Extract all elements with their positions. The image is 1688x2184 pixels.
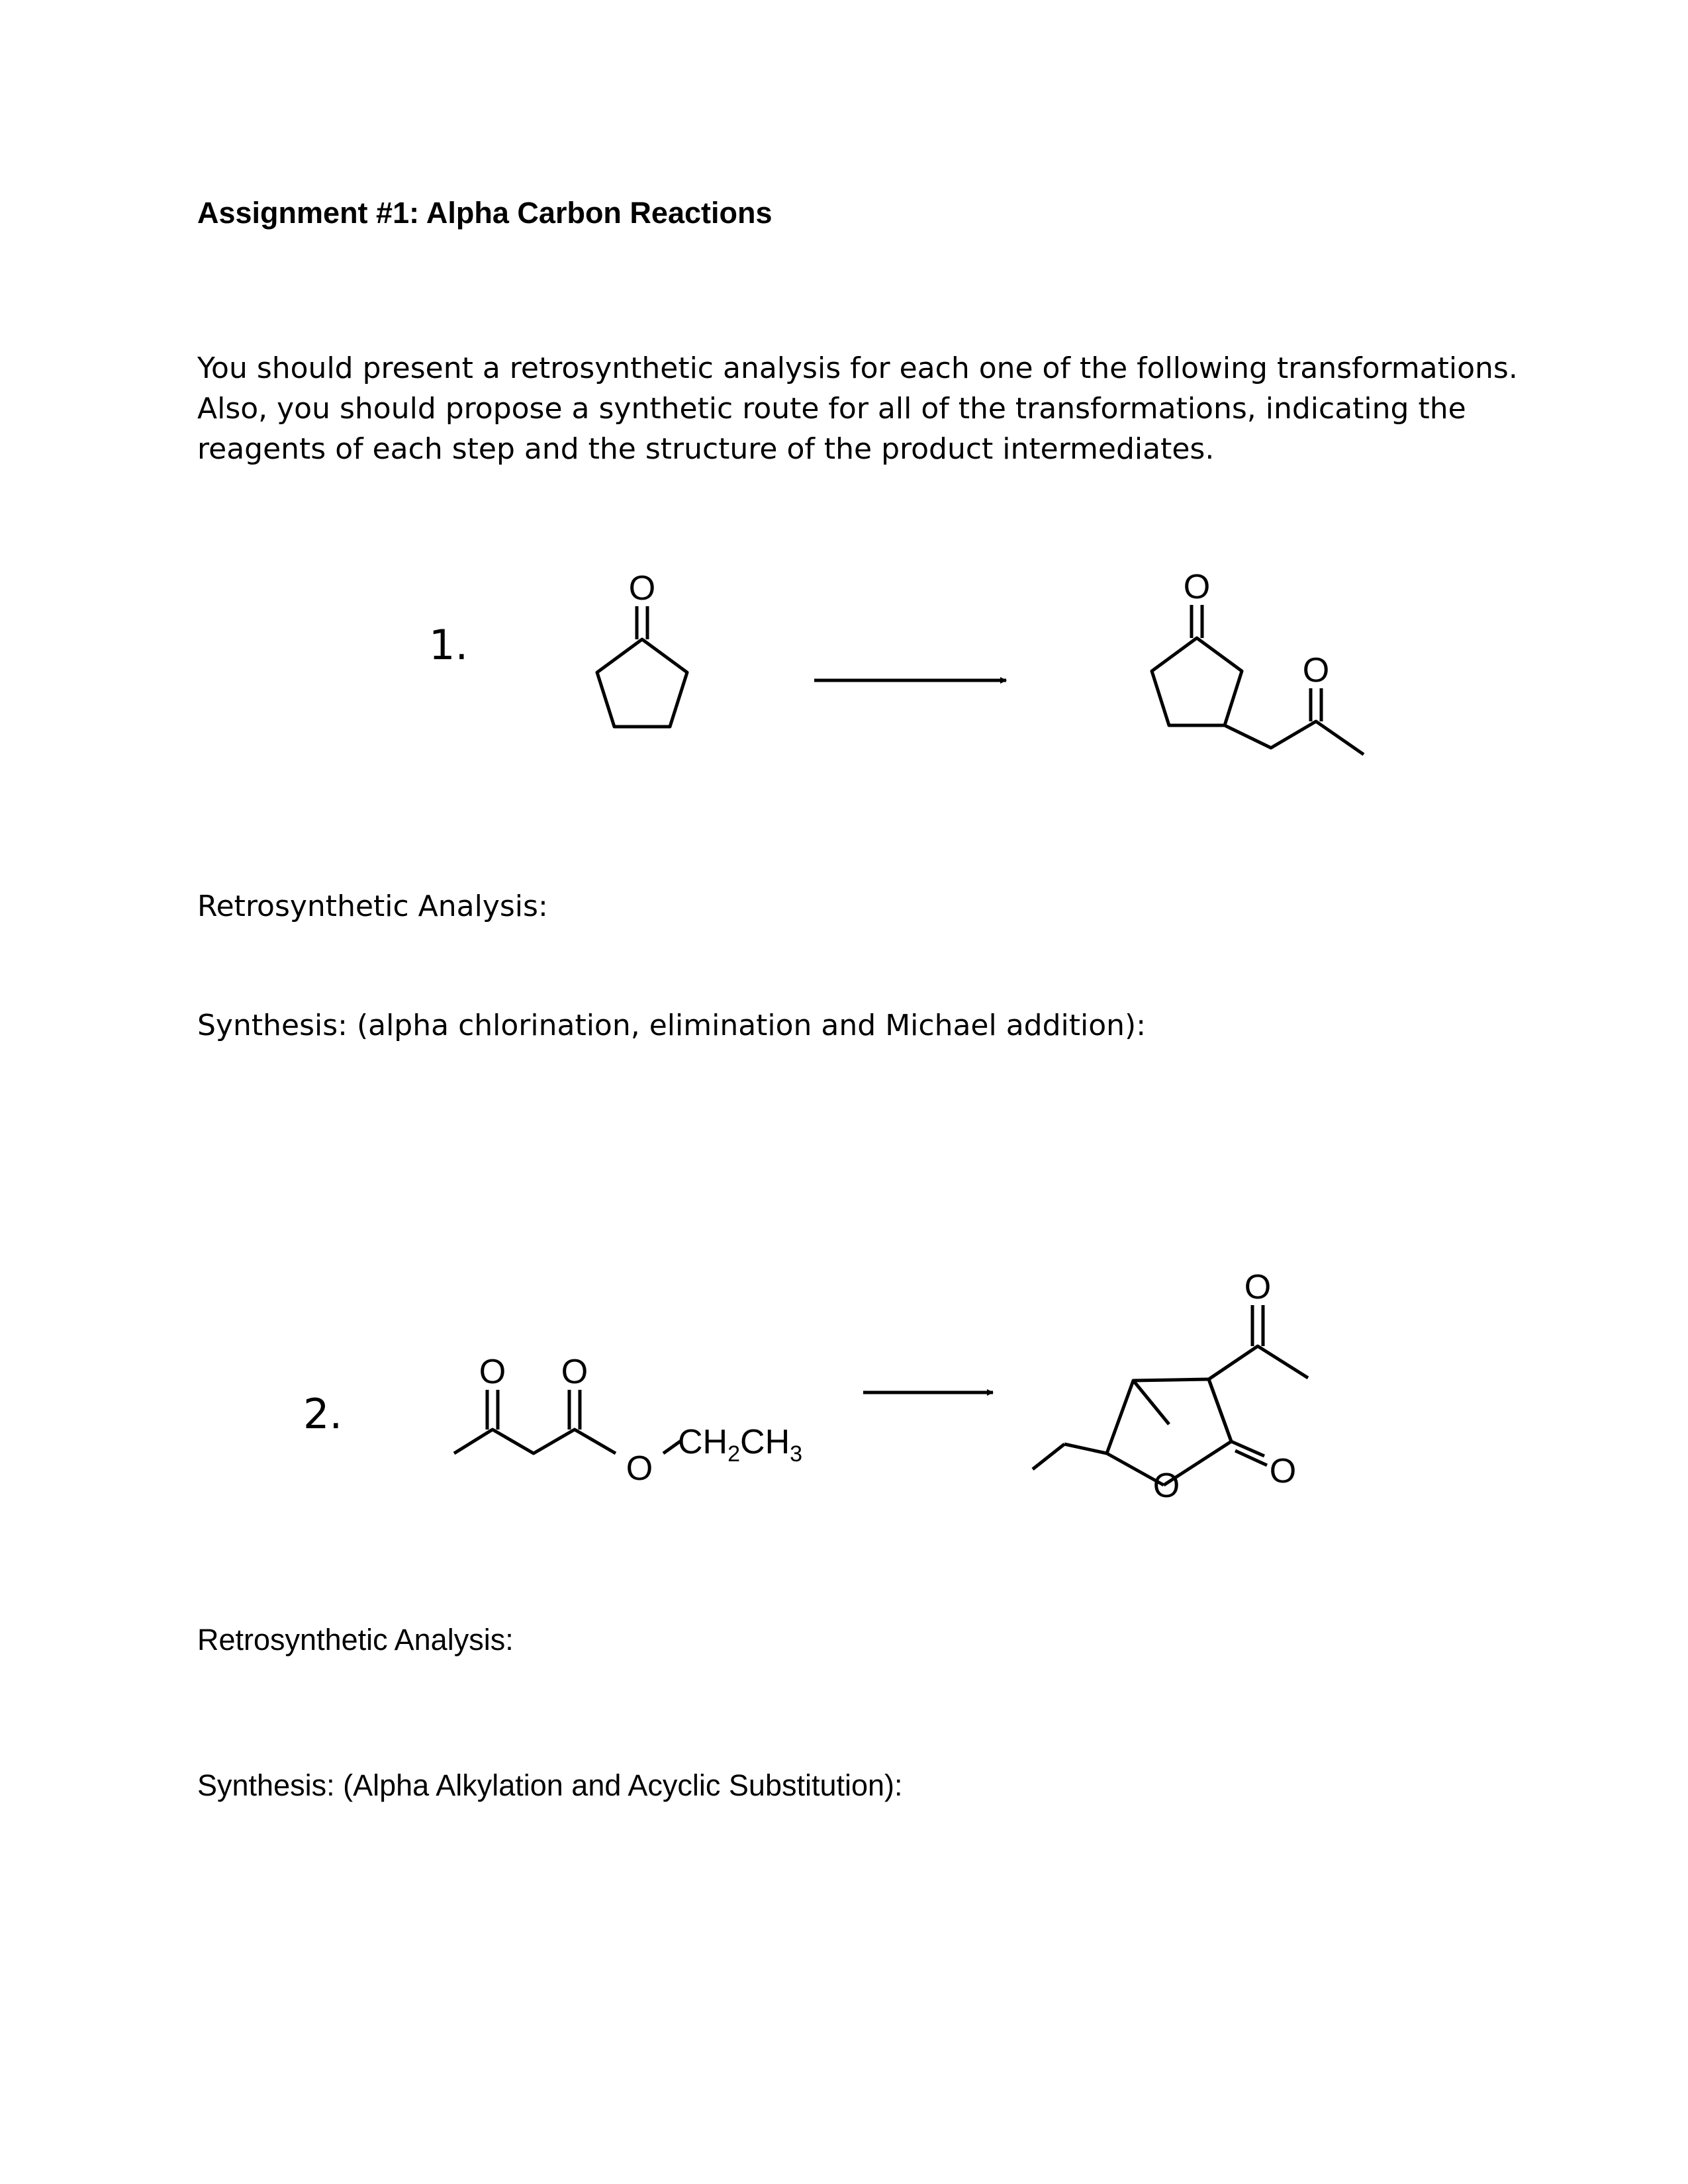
reactant-2-ethyl-group: $CH_2CH_3$ bbox=[678, 1423, 803, 1467]
product-1-ketone-oxygen: O bbox=[1183, 568, 1211, 606]
product-2-ring-oxygen: O bbox=[1152, 1467, 1180, 1505]
problem-1-number: 1. bbox=[429, 621, 469, 669]
product-2-acetyl-oxygen: O bbox=[1244, 1268, 1272, 1306]
instructions-line: You should present a retrosynthetic analysis for each one of the following transformations. bbox=[197, 351, 1518, 385]
reactant-2-ethyl-acetoacetate bbox=[454, 1390, 682, 1453]
problem-2-number: 2. bbox=[303, 1390, 343, 1438]
problem-1-synthesis-label: Synthesis: (alpha chlorination, elimination and Michael addition): bbox=[197, 1009, 1147, 1042]
assignment-title: Assignment #1: Alpha Carbon Reactions bbox=[197, 196, 773, 230]
reactant-1-oxygen: O bbox=[628, 569, 656, 608]
product-1-sidechain-oxygen: O bbox=[1302, 651, 1330, 690]
reactant-2-ester-oxygen: O bbox=[626, 1449, 653, 1488]
reactant-2-carbonyl-oxygen: O bbox=[561, 1353, 588, 1391]
problem-1-retrosynthesis-label: Retrosynthetic Analysis: bbox=[197, 889, 548, 923]
problem-2-retrosynthesis-label: Retrosynthetic Analysis: bbox=[197, 1623, 514, 1657]
product-2-lactone-carbonyl-oxygen: O bbox=[1269, 1452, 1297, 1490]
problem-2-synthesis-label: Synthesis: (Alpha Alkylation and Acyclic Substitution): bbox=[197, 1768, 903, 1802]
instructions-line: reagents of each step and the structure of the product intermediates. bbox=[197, 432, 1215, 466]
product-2-lactone-structure bbox=[1033, 1305, 1308, 1485]
instructions-line: Also, you should propose a synthetic route for all of the transformations, indicating the bbox=[197, 392, 1466, 426]
product-1-structure bbox=[1152, 605, 1364, 754]
reactant-2-ketone-oxygen: O bbox=[479, 1353, 506, 1391]
reactant-1-cyclopentanone bbox=[597, 606, 687, 727]
